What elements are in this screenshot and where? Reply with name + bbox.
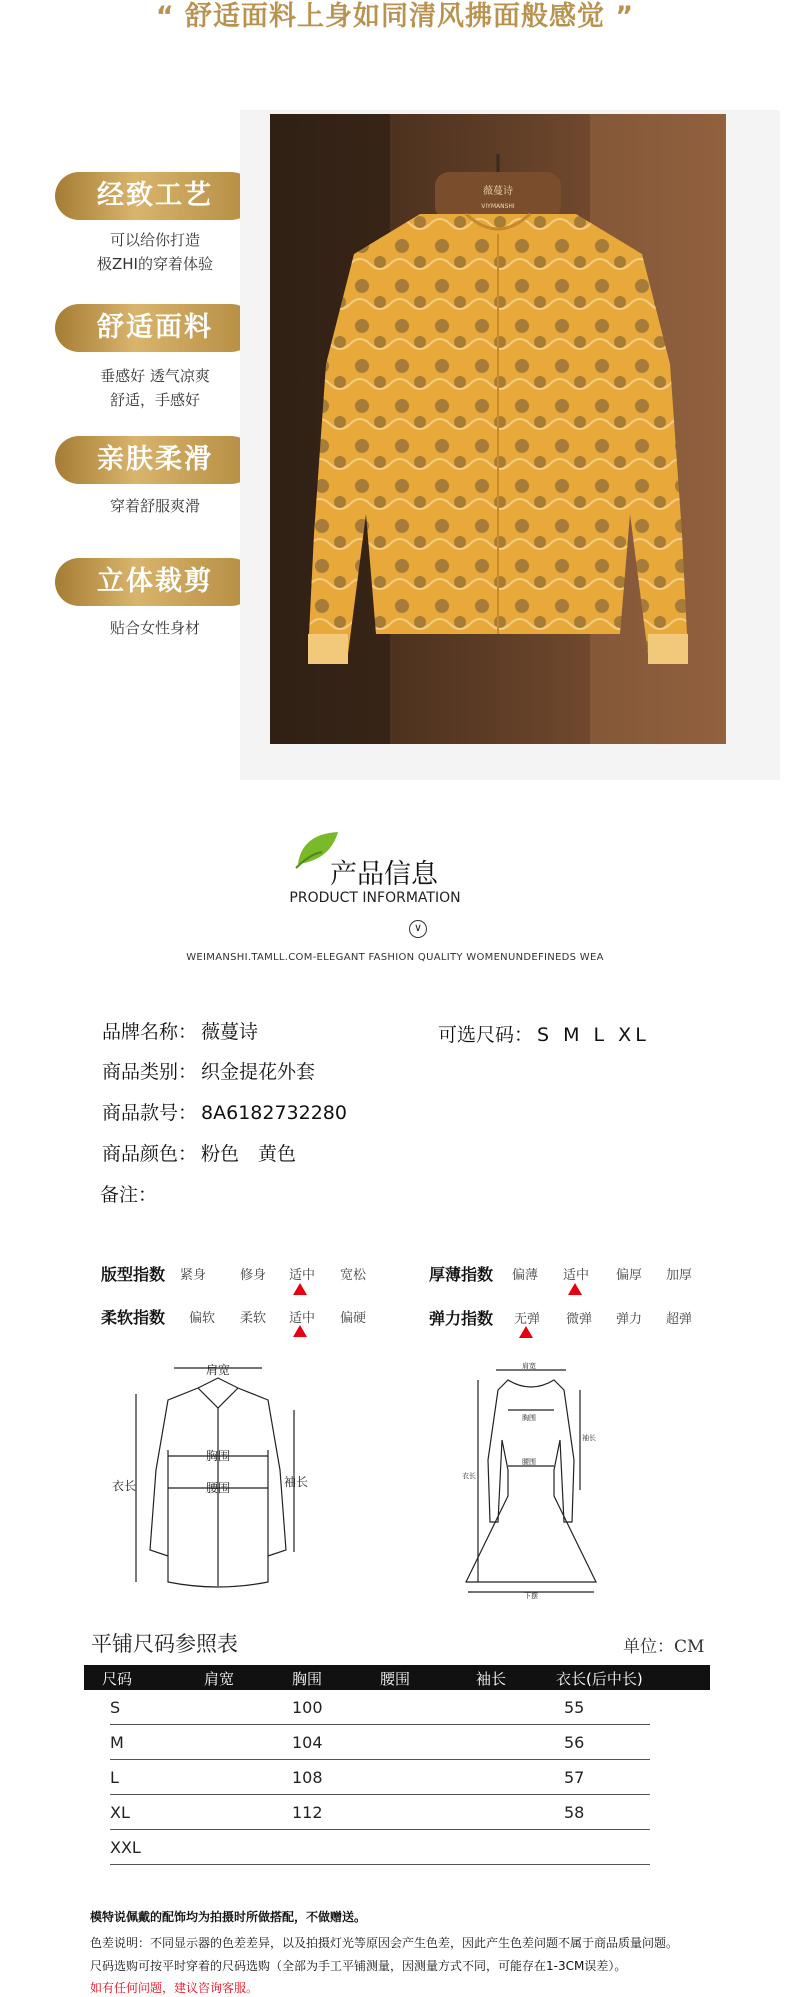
cell-chest: 112	[292, 1803, 323, 1822]
brand-tagline: WEIMANSHI.TAMLL.COM-ELEGANT FASHION QUALITY WOMENUNDEFINEDS WEA	[186, 952, 604, 963]
thickness-index-label: 厚薄指数	[429, 1265, 494, 1284]
feature-fabric-line1: 垂感好 透气凉爽	[100, 367, 210, 385]
fit-option-4: 宽松	[340, 1268, 367, 1283]
table-row	[110, 1830, 650, 1865]
sku-value: 8A6182732280	[201, 1102, 347, 1124]
fit-index-label: 版型指数	[101, 1265, 166, 1284]
size-table-title: 平铺尺码参照表	[91, 1632, 238, 1656]
header-shoulder: 肩宽	[204, 1670, 235, 1688]
cell-size: L	[110, 1768, 119, 1787]
feature-skin-line1: 穿着舒服爽滑	[109, 497, 200, 515]
header-size: 尺码	[102, 1670, 133, 1688]
shirt-shoulder-label: 肩宽	[206, 1363, 231, 1377]
table-row	[110, 1760, 650, 1795]
note-contact: 如有任何问题，建议咨询客服。	[90, 1981, 259, 1995]
feature-pill-fabric: 舒适面料	[55, 304, 255, 352]
cell-length: 56	[564, 1733, 585, 1752]
dress-sleeve-label: 袖长	[582, 1434, 596, 1442]
dress-length-label: 衣长	[462, 1472, 476, 1480]
size-label: 可选尺码：	[438, 1024, 534, 1046]
shirt-length-label: 衣长	[112, 1479, 137, 1493]
remark-label: 备注：	[100, 1184, 158, 1206]
table-row	[110, 1690, 650, 1725]
dress-shoulder-label: 肩宽	[522, 1362, 536, 1370]
cell-size: XL	[110, 1803, 130, 1822]
shirt-chest-label: 胸围	[206, 1449, 231, 1463]
softness-option-2: 柔软	[240, 1311, 267, 1326]
header-chest: 胸围	[292, 1670, 323, 1688]
fit-indicator-icon	[293, 1283, 307, 1295]
chevron-down-icon: ∨	[409, 920, 427, 938]
elasticity-index-label: 弹力指数	[429, 1309, 494, 1328]
size-table-header	[84, 1665, 710, 1690]
elasticity-indicator-icon	[519, 1326, 533, 1338]
dress-hem-label: 下摆	[524, 1592, 538, 1600]
cell-size: M	[110, 1733, 124, 1752]
thickness-option-2: 适中	[563, 1268, 590, 1283]
feature-craft-line2: 极ZHI的穿着体验	[97, 255, 213, 273]
thickness-indicator-icon	[568, 1283, 582, 1295]
hanger-brand: 薇蔓诗	[483, 186, 513, 197]
product-photo	[270, 114, 726, 744]
shirt-waist-label: 腰围	[206, 1481, 231, 1495]
thickness-option-3: 偏厚	[616, 1268, 643, 1283]
feature-pill-cut: 立体裁剪	[55, 558, 255, 606]
feature-cut-desc	[55, 616, 255, 640]
fit-option-1: 紧身	[180, 1268, 207, 1283]
elasticity-option-2: 微弹	[566, 1312, 593, 1327]
size-row	[438, 1020, 650, 1047]
category-value: 织金提花外套	[201, 1061, 316, 1083]
color-value: 粉色 黄色	[201, 1143, 297, 1165]
softness-option-1: 偏软	[189, 1311, 216, 1326]
category-label: 商品类别：	[102, 1061, 198, 1083]
feature-fabric-desc	[55, 364, 255, 412]
product-info-title: 产品信息	[330, 859, 438, 890]
cell-length: 55	[564, 1698, 585, 1717]
note-size-choice: 尺码选购可按平时穿着的尺码选购（全部为手工平铺测量，因测量方式不同，可能存在1-3CM误差）。	[90, 1959, 627, 1973]
header-sleeve: 袖长	[476, 1670, 507, 1688]
sku-label: 商品款号：	[102, 1102, 198, 1124]
dress-diagram	[456, 1360, 606, 1600]
feature-pill-craft: 经致工艺	[55, 172, 255, 220]
size-table-unit: 单位：CM	[623, 1637, 705, 1657]
elasticity-option-4: 超弹	[666, 1312, 693, 1327]
dress-chest-label: 胸围	[522, 1414, 536, 1422]
note-accessories: 模特说佩戴的配饰均为拍摄时所做搭配，不做赠送。	[90, 1910, 367, 1924]
shirt-diagram	[112, 1360, 318, 1600]
sku-row	[102, 1098, 347, 1125]
shirt-sleeve-label: 袖长	[284, 1475, 309, 1489]
category-row	[102, 1057, 315, 1084]
brand-label: 品牌名称：	[102, 1021, 198, 1043]
feature-skin-desc	[55, 494, 255, 518]
jacket-illustration	[270, 114, 726, 744]
product-info-subtitle: PRODUCT INFORMATION	[289, 890, 461, 906]
thickness-option-1: 偏薄	[512, 1268, 539, 1283]
cell-size: S	[110, 1698, 121, 1717]
feature-craft-desc	[55, 228, 255, 276]
thickness-option-4: 加厚	[666, 1268, 693, 1283]
cell-length: 58	[564, 1803, 585, 1822]
softness-option-3: 适中	[289, 1311, 316, 1326]
brand-row	[102, 1017, 258, 1044]
table-row	[110, 1795, 650, 1830]
color-row	[102, 1139, 296, 1166]
cell-chest: 100	[292, 1698, 323, 1717]
feature-pill-skin: 亲肤柔滑	[55, 436, 255, 484]
elasticity-option-1: 无弹	[514, 1312, 541, 1327]
size-value: S M L XL	[537, 1024, 650, 1046]
softness-option-4: 偏硬	[340, 1311, 367, 1326]
brand-value: 薇蔓诗	[201, 1021, 259, 1043]
dress-waist-label: 腰围	[522, 1458, 536, 1466]
note-color-diff: 色差说明：不同显示器的色差差异，以及拍摄灯光等原因会产生色差，因此产生色差问题不属于商品质量问题。	[90, 1936, 679, 1950]
cell-size: XXL	[110, 1838, 141, 1857]
header-waist: 腰围	[380, 1670, 411, 1688]
cell-chest: 108	[292, 1768, 323, 1787]
table-row	[110, 1725, 650, 1760]
feature-fabric-line2: 舒适，手感好	[109, 391, 200, 409]
fit-option-2: 修身	[240, 1268, 267, 1283]
fit-option-3: 适中	[289, 1268, 316, 1283]
remark-row	[100, 1180, 157, 1207]
color-label: 商品颜色：	[102, 1143, 198, 1165]
softness-index-label: 柔软指数	[101, 1308, 166, 1327]
cell-chest: 104	[292, 1733, 323, 1752]
cell-length: 57	[564, 1768, 585, 1787]
hanger-sub: VIYMANSHI	[481, 203, 515, 210]
elasticity-option-3: 弹力	[616, 1312, 643, 1327]
feature-cut-line1: 贴合女性身材	[109, 619, 200, 637]
feature-craft-line1: 可以给你打造	[109, 231, 200, 249]
header-length: 衣长(后中长)	[556, 1670, 643, 1688]
header-quote: “ 舒适面料上身如同清风拂面般感觉 ”	[155, 1, 635, 32]
softness-indicator-icon	[293, 1325, 307, 1337]
